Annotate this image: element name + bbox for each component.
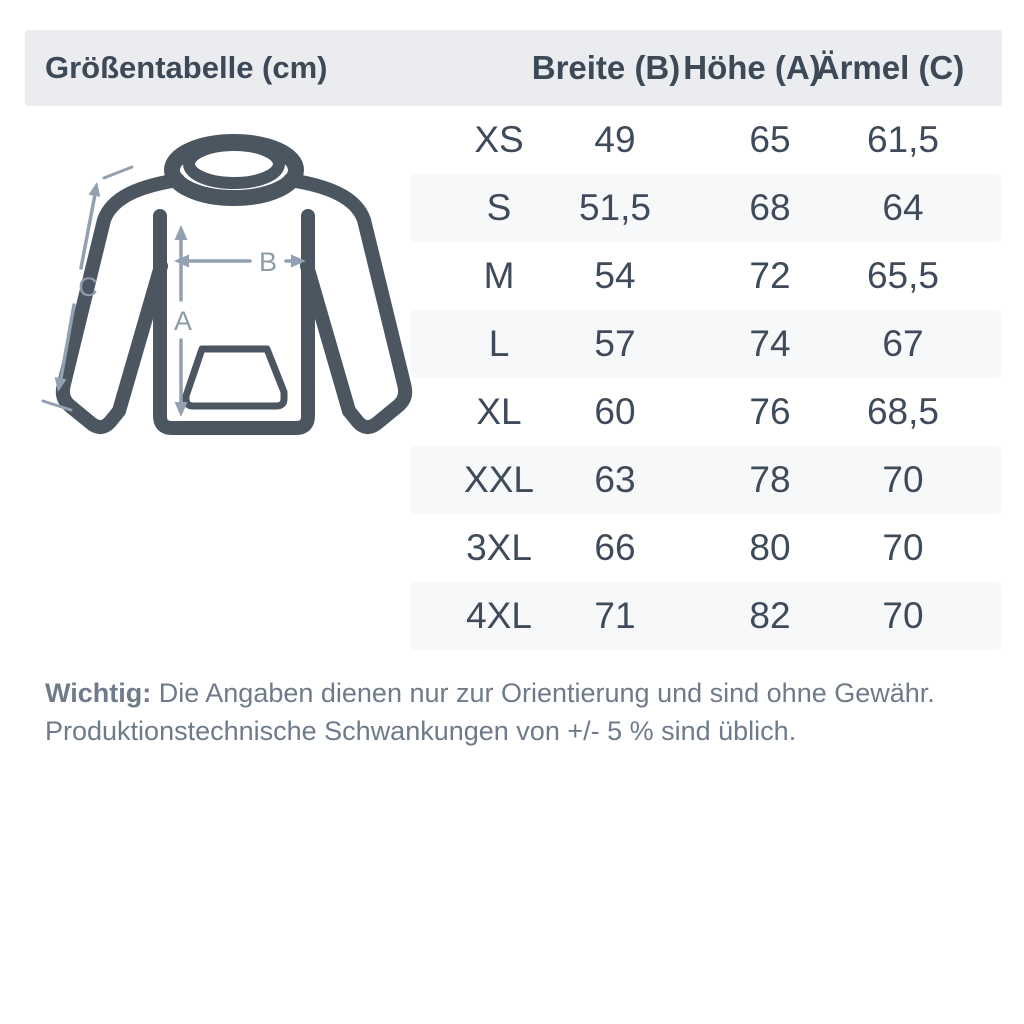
arrow-up-icon	[175, 225, 188, 240]
column-header-aermel: Ärmel (C)	[815, 49, 965, 86]
aermel-cell: 70	[882, 459, 924, 500]
measure-label-c: C	[78, 272, 98, 302]
size-cell: L	[488, 323, 510, 364]
breite-cell: 63	[594, 459, 636, 500]
page-title: Größentabelle (cm)	[45, 50, 328, 85]
aermel-cell: 70	[882, 527, 924, 568]
disclaimer-note	[45, 674, 985, 750]
disclaimer-line-1	[45, 674, 985, 712]
table-row-l	[410, 310, 1002, 378]
size-cell: XS	[474, 119, 524, 160]
disclaimer-text-1: Die Angaben dienen nur zur Orientierung und sind ohne Gewähr.	[158, 678, 935, 708]
table-row-3xl	[410, 514, 1002, 582]
breite-cell: 57	[594, 323, 636, 364]
breite-cell: 51,5	[578, 187, 651, 228]
hoehe-cell: 78	[749, 459, 791, 500]
column-header-hoehe: Höhe (A)	[683, 49, 821, 86]
size-cell: M	[483, 255, 515, 296]
hoehe-cell: 76	[749, 391, 791, 432]
measure-c-tick-top	[104, 167, 132, 178]
column-header-breite: Breite (B)	[531, 49, 681, 86]
size-cell: 4XL	[466, 595, 532, 636]
hoehe-cell: 68	[749, 187, 791, 228]
arrow-down-icon	[175, 402, 188, 417]
hoehe-cell: 74	[749, 323, 791, 364]
breite-cell: 71	[594, 595, 636, 636]
hood-inner-ring	[189, 145, 279, 183]
hoodie-measurement-diagram	[30, 125, 415, 455]
breite-cell: 60	[594, 391, 636, 432]
breite-cell: 54	[594, 255, 636, 296]
measure-label-b: B	[258, 247, 278, 277]
size-table	[410, 106, 1002, 650]
aermel-cell: 64	[882, 187, 924, 228]
table-row-xs	[410, 106, 1002, 174]
hoehe-cell: 80	[749, 527, 791, 568]
disclaimer-line-2: Produktionstechnische Schwankungen von +/- 5 % sind üblich.	[45, 716, 797, 746]
breite-cell: 49	[594, 119, 636, 160]
table-header-bar	[25, 30, 1002, 106]
breite-cell: 66	[594, 527, 636, 568]
hoodie-pocket	[186, 349, 284, 406]
size-cell: 3XL	[466, 527, 532, 568]
table-row-m	[410, 242, 1002, 310]
aermel-cell: 65,5	[866, 255, 939, 296]
measure-label-a: A	[173, 306, 193, 336]
arrow-up-right-icon	[89, 182, 101, 197]
size-cell: XXL	[464, 459, 534, 500]
aermel-cell: 70	[882, 595, 924, 636]
table-row-xxl	[410, 446, 1002, 514]
hoehe-cell: 65	[749, 119, 791, 160]
table-row-4xl	[410, 582, 1002, 650]
table-row-s	[410, 174, 1002, 242]
size-cell: S	[486, 187, 512, 228]
table-row-xl	[410, 378, 1002, 446]
hoehe-cell: 72	[749, 255, 791, 296]
important-label: Wichtig:	[45, 678, 152, 708]
size-cell: XL	[476, 391, 522, 432]
aermel-cell: 68,5	[866, 391, 939, 432]
aermel-cell: 61,5	[866, 119, 939, 160]
hoehe-cell: 82	[749, 595, 791, 636]
aermel-cell: 67	[882, 323, 924, 364]
